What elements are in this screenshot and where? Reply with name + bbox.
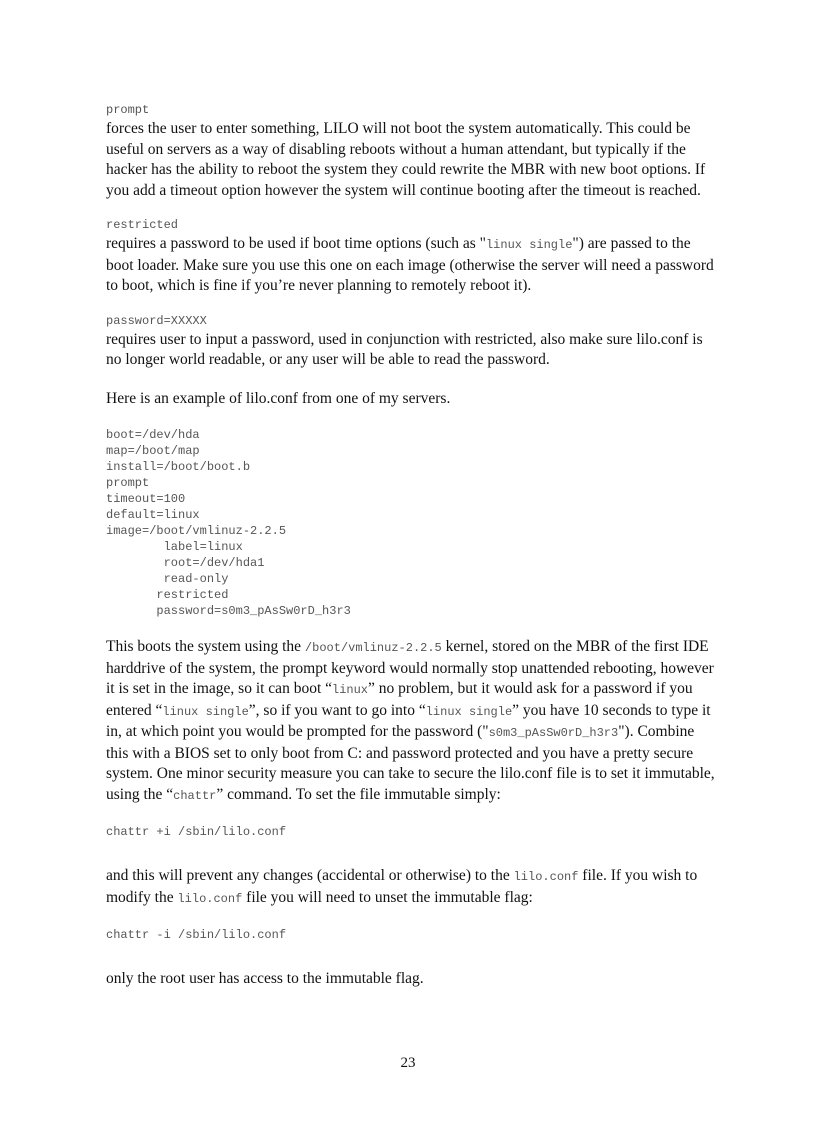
option-term: password=XXXXX bbox=[106, 313, 207, 328]
option-description: requires a password to be used if boot time options (such as "linux single") are passed to the boot loader. Make sure you use this one on each image (otherwise the server will need a password to boot, which is fine if you’re never planning to remotely reboot it). bbox=[106, 235, 714, 294]
config-line: map=/boot/map bbox=[106, 444, 200, 458]
config-line: prompt bbox=[106, 476, 150, 490]
closing-paragraph: only the root user has access to the immutable flag. bbox=[106, 970, 424, 987]
config-line: root=/dev/hda1 bbox=[106, 556, 265, 570]
inline-code: lilo.conf bbox=[513, 870, 579, 884]
option-restricted bbox=[106, 217, 716, 297]
option-description: forces the user to enter something, LILO will not boot the system automatically. This could be useful on servers as a way of disabling reboots without a human attendant, but typically if the hacker has the ability to reboot the system they could rewrite the MBR with new boot options. If you add a timeout option however the system will continue booting after the timeout is reached. bbox=[106, 120, 706, 199]
option-term: prompt bbox=[106, 103, 150, 117]
option-prompt bbox=[106, 102, 716, 201]
config-line: password=s0m3_pAsSw0rD_h3r3 bbox=[106, 604, 351, 618]
config-line: image=/boot/vmlinuz-2.2.5 bbox=[106, 524, 287, 538]
config-line: default=linux bbox=[106, 508, 200, 522]
option-description: requires user to input a password, used in conjunction with restricted, also make sure lilo.conf is no longer world readable, or any user will be able to read the password. bbox=[106, 330, 703, 368]
example-intro: Here is an example of lilo.conf from one of my servers. bbox=[106, 389, 451, 407]
option-password bbox=[106, 313, 716, 371]
config-line: boot=/dev/hda bbox=[106, 428, 200, 442]
explanation-paragraph: This boots the system using the /boot/vmlinuz-2.2.5 kernel, stored on the MBR of the first IDE harddrive of the system, the prompt keyword would normally stop unattended rebooting, however it is set in the image, so it can boot “linux” no problem, but it would ask for a password if you entered “linux single”, so if you want to go into “linux single” you have 10 seconds to type it in, at which point you would be prompted for the password ("s0m3_pAsSw0rD_h3r3"). Combine this with a BIOS set to only boot from C: and password protected and you have a pretty secure system. One minor security measure you can take to secure the lilo.conf file is to set it immutable, using the “chattr” command. To set the file immutable simply: bbox=[106, 638, 715, 803]
inline-code: s0m3_pAsSw0rD_h3r3 bbox=[488, 726, 619, 740]
after-set-paragraph: and this will prevent any changes (accidental or otherwise) to the lilo.conf file. If you wish to modify the lilo.conf file you will need to unset the immutable flag: bbox=[106, 867, 698, 906]
config-line: label=linux bbox=[106, 540, 243, 554]
command-set-immutable: chattr +i /sbin/lilo.conf bbox=[106, 825, 287, 839]
document-body bbox=[106, 102, 716, 990]
config-listing bbox=[106, 427, 716, 619]
inline-code: linux bbox=[332, 683, 369, 697]
config-line: timeout=100 bbox=[106, 492, 186, 506]
config-line: read-only bbox=[106, 572, 229, 586]
inline-code: linux single bbox=[485, 238, 573, 252]
option-term: restricted bbox=[106, 218, 179, 232]
config-line: restricted bbox=[106, 588, 229, 602]
command-unset-immutable: chattr -i /sbin/lilo.conf bbox=[106, 928, 287, 942]
config-line: install=/boot/boot.b bbox=[106, 460, 251, 474]
inline-code: linux single bbox=[162, 704, 249, 719]
inline-code: /boot/vmlinuz-2.2.5 bbox=[304, 641, 442, 655]
inline-code: lilo.conf bbox=[177, 891, 243, 906]
inline-code: linux single bbox=[425, 704, 513, 719]
page-number: 23 bbox=[400, 1055, 416, 1071]
inline-code: chattr bbox=[173, 788, 217, 803]
